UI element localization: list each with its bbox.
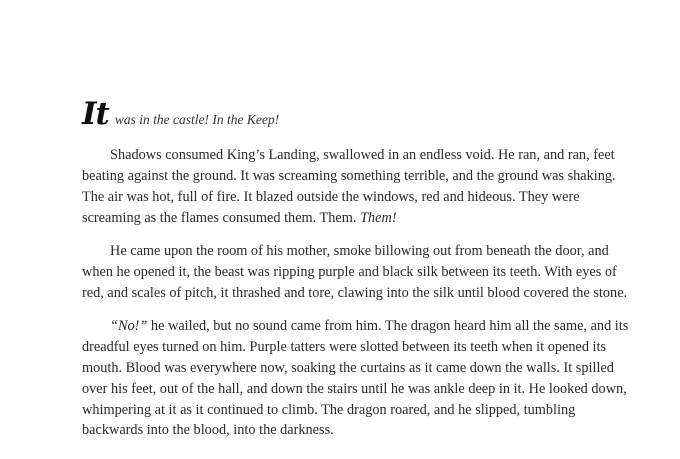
paragraph-line: red, and scales of pitch, it thrashed and tore, clawing into the silk until blood covered the stone. (82, 284, 628, 301)
paragraph-line: The air was hot, full of fire. It blazed outside the windows, red and hideous. They were (82, 188, 580, 205)
paragraph-line: He came upon the room of his mother, smoke billowing out from beneath the door, and (110, 243, 609, 259)
paragraph-line: over his feet, out of the hall, and down the stairs until he was ankle deep in it. He looked down, (82, 380, 627, 397)
paragraph-line: beating against the ground. It was screaming something terrible, and the ground was shaking. (82, 167, 616, 184)
paragraph-line: when he opened it, the beast was ripping purple and black silk between its teeth. With eyes of (82, 263, 617, 280)
paragraph-line-first (82, 316, 629, 337)
paragraph-line: mouth. Blood was everywhere now, soaking the curtains as it came down the walls. It spilled (82, 359, 614, 376)
paragraph-3 (82, 316, 629, 441)
dialogue-text: “No!” (110, 318, 148, 334)
paragraph-1 (82, 145, 616, 229)
paragraph-line: dreadful eyes turned on him. Purple tatters were slotted between its teeth when it opened its (82, 338, 607, 355)
paragraph-line: whimpering at it as it continued to climb. The dragon roared, and he slipped, tumbling (82, 401, 576, 418)
paragraph-line-last (82, 208, 612, 229)
paragraph-2 (82, 241, 628, 304)
paragraph-line: backwards into the blood, into the darkness. (82, 422, 334, 439)
opening-line: was in the castle! In the Keep! (114, 112, 280, 127)
line-text: he wailed, but no sound came from him. The dragon heard him all the same, and its (147, 318, 629, 334)
line-text: screaming as the flames consumed them. Them. (82, 209, 361, 226)
emphasis-text: Them! (360, 209, 397, 226)
drop-cap: It (82, 96, 109, 132)
chapter-opening (82, 97, 602, 137)
paragraph-line: Shadows consumed King’s Landing, swallowed in an endless void. He ran, and ran, feet (110, 147, 615, 163)
